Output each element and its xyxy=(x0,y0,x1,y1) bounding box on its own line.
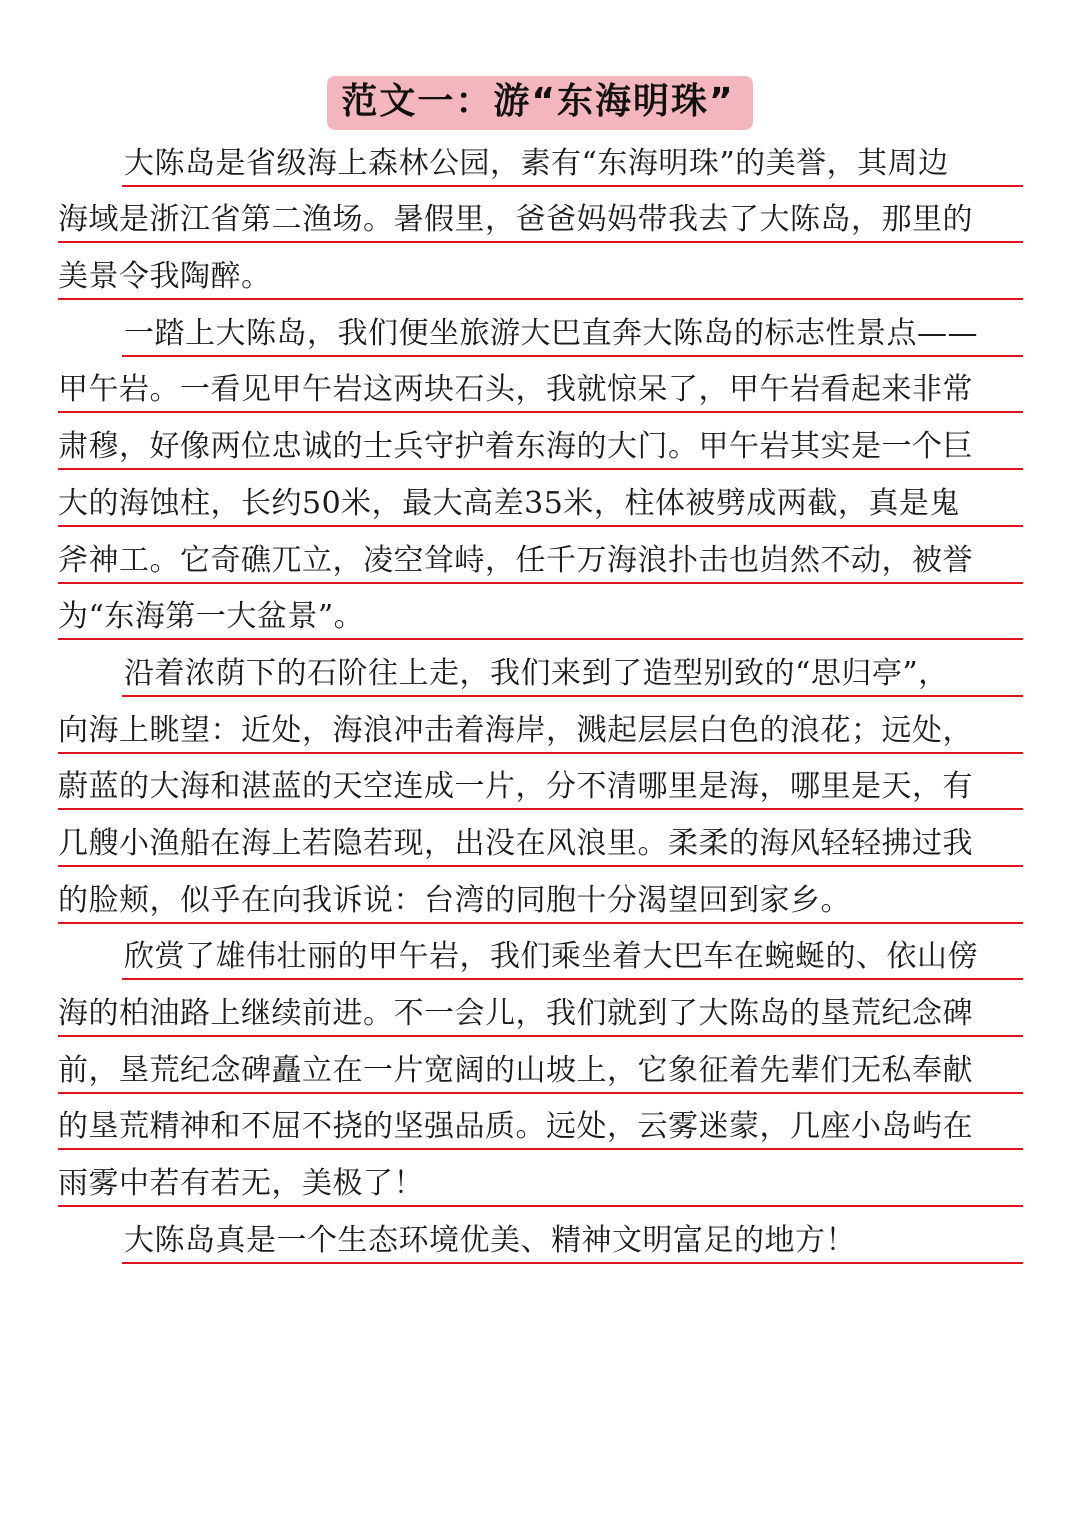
line-text: 大陈岛真是一个生态环境优美、精神文明富足的地方！ xyxy=(124,1222,856,1258)
line-text: 斧神工。它奇礁兀立，凌空耸峙，任千万海浪扑击也岿然不动，被誉 xyxy=(58,542,973,578)
essay-line xyxy=(58,924,1023,981)
essay-line xyxy=(58,980,1023,1037)
line-text: 甲午岩。一看见甲午岩这两块石头，我就惊呆了，甲午岩看起来非常 xyxy=(58,372,973,408)
line-text: 蔚蓝的大海和湛蓝的天空连成一片，分不清哪里是海，哪里是天，有 xyxy=(58,769,973,805)
essay-line xyxy=(58,1150,1023,1207)
essay-line xyxy=(58,243,1023,300)
essay-line xyxy=(58,300,1023,357)
line-text: 大的海蚀柱，长约50米，最大高差35米，柱体被劈成两截，真是鬼 xyxy=(58,485,960,521)
essay-line xyxy=(58,187,1023,244)
essay-line xyxy=(58,810,1023,867)
essay-title: 范文一：游“东海明珠” xyxy=(327,76,752,130)
line-text: 美景令我陶醉。 xyxy=(58,259,272,295)
line-text: 向海上眺望：近处，海浪冲击着海岸，溅起层层白色的浪花；远处， xyxy=(58,712,973,748)
line-text: 沿着浓荫下的石阶往上走，我们来到了造型别致的“思归亭”， xyxy=(124,655,949,691)
line-text: 为“东海第一大盆景”。 xyxy=(58,599,365,635)
line-text: 一踏上大陈岛，我们便坐旅游大巴直奔大陈岛的标志性景点—— xyxy=(124,315,978,351)
line-text: 的脸颊，似乎在向我诉说：台湾的同胞十分渴望回到家乡。 xyxy=(58,882,851,918)
essay-line xyxy=(58,470,1023,527)
essay-line xyxy=(58,867,1023,924)
line-text: 海域是浙江省第二渔场。暑假里，爸爸妈妈带我去了大陈岛，那里的 xyxy=(58,202,973,238)
essay-line xyxy=(58,357,1023,414)
essay-body xyxy=(58,130,1023,1264)
line-text: 雨雾中若有若无，美极了！ xyxy=(58,1166,424,1202)
essay-line xyxy=(58,640,1023,697)
essay-line xyxy=(58,754,1023,811)
line-text: 前，垦荒纪念碑矗立在一片宽阔的山坡上，它象征着先辈们无私奉献 xyxy=(58,1052,973,1088)
essay-line xyxy=(58,584,1023,641)
essay-line xyxy=(58,527,1023,584)
title-container xyxy=(0,76,1080,130)
line-text: 的垦荒精神和不屈不挠的坚强品质。远处，云雾迷蒙，几座小岛屿在 xyxy=(58,1109,973,1145)
line-text: 欣赏了雄伟壮丽的甲午岩，我们乘坐着大巴车在蜿蜒的、依山傍 xyxy=(124,939,978,975)
essay-line xyxy=(58,130,1023,187)
essay-line xyxy=(58,413,1023,470)
essay-line xyxy=(58,697,1023,754)
line-text: 海的柏油路上继续前进。不一会儿，我们就到了大陈岛的垦荒纪念碑 xyxy=(58,996,973,1031)
essay-line xyxy=(58,1207,1023,1264)
line-text: 肃穆，好像两位忠诚的士兵守护着东海的大门。甲午岩其实是一个巨 xyxy=(58,429,973,465)
essay-line xyxy=(58,1037,1023,1094)
essay-line xyxy=(58,1094,1023,1151)
ruled-line xyxy=(122,1262,1023,1264)
line-text: 大陈岛是省级海上森林公园，素有“东海明珠”的美誉，其周边 xyxy=(124,145,949,181)
line-text: 几艘小渔船在海上若隐若现，出没在风浪里。柔柔的海风轻轻拂过我 xyxy=(58,825,973,861)
